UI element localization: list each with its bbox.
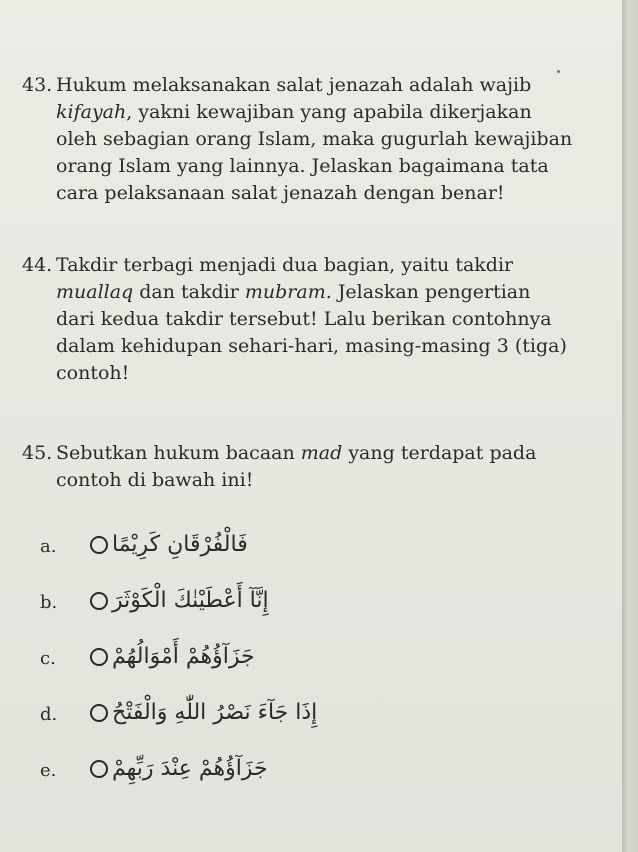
ayah-end-circle-icon (90, 648, 108, 666)
ayah-end-circle-icon (90, 760, 108, 778)
question-text (56, 252, 582, 387)
option-label: c. (40, 648, 56, 669)
text-run: dari kedua takdir tersebut! Lalu berikan contohnya (56, 308, 552, 330)
text-run: yang terdapat pada (342, 442, 537, 464)
option-label: a. (40, 536, 57, 557)
italic-term: mad (300, 442, 343, 464)
text-run: contoh di bawah ini! (56, 469, 254, 491)
text-run: Takdir terbagi menjadi dua bagian, yaitu takdir (56, 254, 514, 276)
text-line (56, 333, 582, 360)
option-d (40, 700, 560, 736)
ayah-end-circle-icon (90, 536, 108, 554)
text-run: Sebutkan hukum bacaan (56, 442, 301, 464)
question-43 (22, 72, 582, 207)
text-run: Hukum melaksanakan salat jenazah adalah wajib (56, 74, 532, 96)
text-run: dan takdir (133, 281, 245, 303)
text-line (56, 360, 582, 387)
arabic-text: إِنَّآ أَعْطَيْنٰكَ الْكَوْثَرَ (112, 588, 269, 613)
text-line (56, 252, 582, 279)
text-line (56, 279, 582, 306)
text-run: oleh sebagian orang Islam, maka gugurlah kewajiban (56, 128, 573, 150)
option-e (40, 756, 560, 792)
option-label: e. (40, 760, 57, 781)
arabic-text: جَزَآؤُهُمْ أَمْوَالُهُمْ (112, 644, 255, 669)
text-line (56, 72, 582, 99)
ayah-end-circle-icon (90, 592, 108, 610)
arabic-text: فَالْفُرْقَانِ كَرِيْمًا (112, 532, 248, 557)
text-line (56, 153, 582, 180)
text-line (56, 99, 582, 126)
arabic-example (90, 700, 317, 725)
question-text (56, 72, 582, 207)
text-run: cara pelaksanaan salat jenazah dengan benar! (56, 182, 505, 204)
text-line (56, 306, 582, 333)
text-run: dalam kehidupan sehari-hari, masing-masing 3 (tiga) (56, 335, 567, 357)
question-text (56, 440, 582, 494)
italic-term: muallaq (56, 281, 134, 303)
arabic-example (90, 532, 248, 557)
option-label: d. (40, 704, 58, 725)
question-number: 44. (22, 254, 53, 276)
question-45 (22, 440, 582, 494)
text-line (56, 180, 582, 207)
next-page-edge (622, 0, 638, 852)
text-run: , yakni kewajiban yang apabila dikerjakan (126, 101, 532, 123)
option-a (40, 532, 560, 568)
option-label: b. (40, 592, 58, 613)
italic-term: mubram (244, 281, 326, 303)
ayah-end-circle-icon (90, 704, 108, 722)
question-44 (22, 252, 582, 387)
question-number: 43. (22, 74, 53, 96)
text-line (56, 440, 582, 467)
text-run: . Jelaskan pengertian (325, 281, 531, 303)
arabic-text: إِذَا جَآءَ نَصْرُ اللّٰهِ وَالْفَتْحُ (112, 700, 318, 725)
text-line (56, 126, 582, 153)
italic-term: kifayah (56, 101, 127, 123)
text-line (56, 467, 582, 494)
arabic-text: جَزَآؤُهُمْ عِنْدَ رَبِّهِمْ (112, 756, 268, 781)
arabic-example (90, 644, 255, 669)
question-number: 45. (22, 442, 53, 464)
arabic-example (90, 588, 269, 613)
arabic-example (90, 756, 268, 781)
text-run: contoh! (56, 362, 130, 384)
option-b (40, 588, 560, 624)
option-c (40, 644, 560, 680)
text-run: orang Islam yang lainnya. Jelaskan bagaimana tata (56, 155, 549, 177)
